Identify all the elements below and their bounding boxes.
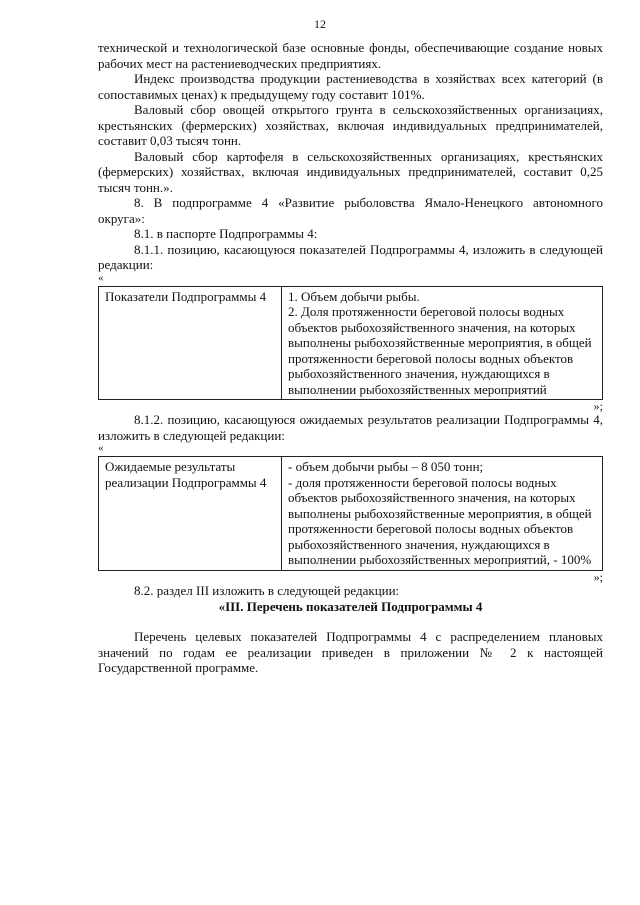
paragraph: Валовый сбор овощей открытого грунта в сельскохозяйственных организациях, крестьянских (фермерских) хозяйствах, включая индивидуальных предпринимателей, составит 0,03 тысяч тонн. [98, 102, 603, 148]
list-item: - доля протяженности береговой полосы водных объектов рыбохозяйственного значения, на которых выполнены рыбохозяйственные мероприятия, в общей протяженности береговой полосы водных объектов рыбохозяйственного значения, нуждающихся в выполнении рыбохозяйственных мероприятий, - 100% [288, 474, 592, 567]
paragraph: 8.1. в паспорте Подпрограммы 4: [134, 226, 318, 241]
paragraph: Перечень целевых показателей Подпрограммы 4 с распределением плановых значений по годам ее реализации приведен в приложении № 2 к настоящей Государственной программе. [98, 629, 603, 675]
paragraph: технической и технологической базе основные фонды, обеспечивающие создание новых рабочих мест на растениеводческих предприятиях. [98, 40, 603, 71]
table-row [99, 457, 603, 571]
table-cell-label: Показатели Подпрограммы 4 [99, 286, 282, 400]
paragraph: 8.1.2. позицию, касающуюся ожидаемых результатов реализации Подпрограммы 4, изложить в следующей редакции: [98, 412, 603, 443]
open-quote: « [98, 271, 104, 284]
paragraph: 8.2. раздел III изложить в следующей редакции: [134, 582, 400, 598]
table-row [99, 286, 603, 400]
list-item: - объем добычи рыбы – 8 050 тонн; [288, 459, 484, 474]
paragraph: 8.1.1. позицию, касающуюся показателей Подпрограммы 4, изложить в следующей редакции: [98, 241, 603, 272]
paragraph: Индекс производства продукции растениеводства в хозяйствах всех категорий (в сопоставимых ценах) к предыдущему году составит 101%. [98, 71, 603, 102]
open-quote: « [98, 442, 104, 454]
table-cell-value [282, 286, 603, 400]
results-table [98, 456, 603, 571]
close-quote: »; [593, 569, 603, 584]
page-number: 12 [314, 17, 326, 31]
indicators-table [98, 286, 603, 401]
section-heading: «III. Перечень показателей Подпрограммы 4 [218, 599, 483, 614]
table-cell-value [282, 457, 603, 571]
paragraph: Валовый сбор картофеля в сельскохозяйственных организациях, крестьянских (фермерских) хозяйствах, включая индивидуальных предпринимателей, составит 0,25 тысяч тонн.». [98, 148, 603, 195]
document-body [98, 40, 603, 676]
paragraph: 8. В подпрограмме 4 «Развитие рыболовства Ямало-Ненецкого автономного округа»: [98, 195, 603, 226]
list-item: 1. Объем добычи рыбы. [288, 288, 420, 304]
table-cell-label: Ожидаемые результаты реализации Подпрограммы 4 [99, 457, 282, 571]
close-quote: »; [593, 399, 603, 413]
list-item: 2. Доля протяженности береговой полосы водных объектов рыбохозяйственного значения, на которых выполнены рыбохозяйственные мероприятия, в общей протяженности береговой полосы водных объектов рыбохозяйственного значения, нуждающихся в выполнении рыбохозяйственных мероприятий [288, 304, 592, 397]
